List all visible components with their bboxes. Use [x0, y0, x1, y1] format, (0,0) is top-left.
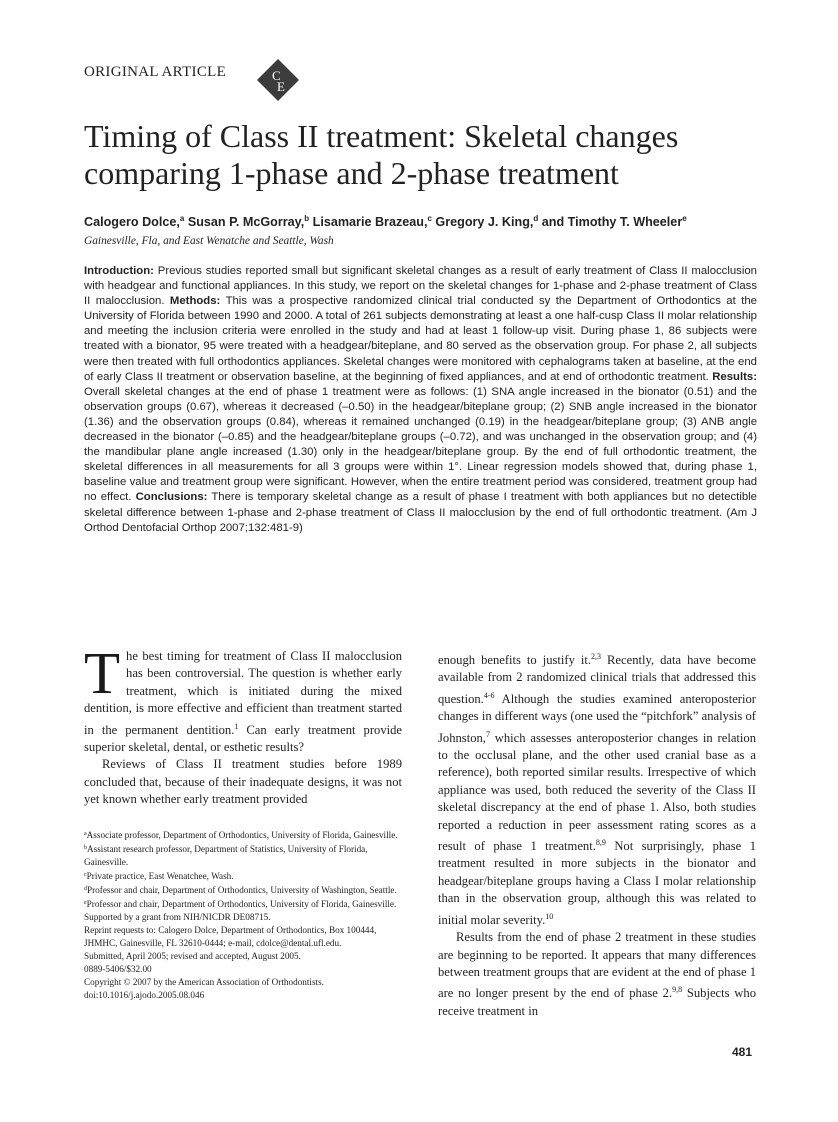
abstract-methods-text: This was a prospective randomized clinical trial conducted sy the Department of Orthodontics at the University of Florida between 1990 and 2000. A total of 261 subjects demonstrating at least a one half-cusp Class II molar relationship and meeting the inclusion criteria were enrolled in the study and had at least 1 follow-up visit. During phase 1, 86 subjects were treated with a bionator, 95 were treated with a headgear/biteplane, and 80 served as the observation group. For phase 2, all subjects were then treated with full orthodontics appliances. Skeletal changes were monitored with cephalograms taken at baseline, at the end of early Class II treatment or observation baseline, at the beginning of fixed appliances, and at end of orthodontic treatment.	[84, 295, 757, 383]
footnote: $^c$Private practice, East Wenatchee, Wash.	[84, 871, 234, 881]
body-paragraph: Results from the end of phase 2 treatment in these studies are beginning to be reported. It appears that many differences between treatment groups that are evident at the end of phase 1 are no longer present by the end of phase 2.$^{9,8}$ Subjects who receive treatment in	[438, 930, 756, 1018]
body-text: Can early treatment provide superior skeletal, dental, or esthetic results?	[84, 722, 403, 755]
citation-ref[interactable]: 9,8	[672, 985, 683, 995]
body-paragraph: enough benefits to justify it.$^{2,3}$ Recently, data have become available from 2 randomized clinical trials that addressed this question.$^{4-6}$ Although the studies examined anteroposterior changes in different ways (one used the “pitchfork” analysis of Johnston,$^7$ which assesses anteroposterior changes in relation to the occlusal plane, and the other used cranial base as a reference), both reported similar results. Irrespective of which appliance was used, both reduced the severity of the Class II skeletal discrepancy at the end of phase 1. Also, both studies reported a reduction in peer assessment rating scores as a result of phase 1 treatment.$^{8,9}$ Not surprisingly, phase 1 treatment resulted in more subjects in the bionator and headgear/biteplane groups having a Class I molar relationship than in the observation group, although this was related to initial molar severity.$^{10}$	[438, 652, 756, 927]
footnote: $^d$Professor and chair, Department of Orthodontics, University of Washington, Seattle.	[84, 885, 397, 895]
badge-letter-c: C	[272, 68, 281, 83]
ce-badge-icon	[256, 58, 300, 102]
abstract-intro-label: Introduction:	[84, 265, 154, 277]
footnote-copyright: Copyright © 2007 by the American Association of Orthodontists.	[84, 977, 324, 987]
abstract	[84, 264, 757, 536]
badge-letter-e: E	[277, 79, 285, 94]
body-left-column	[84, 640, 403, 809]
abstract-conclusions-label: Conclusions:	[135, 491, 208, 504]
citation-ref[interactable]: 4-6	[483, 690, 495, 700]
body-paragraph: Reviews of Class II treatment studies before 1989 concluded that, because of their inadequate designs, it was not yet known whether early treatment provided	[84, 757, 402, 807]
footnote: $^b$Assistant research professor, Department of Statistics, University of Florida, Gainesville.	[84, 844, 368, 867]
citation-ref[interactable]: 7	[485, 729, 490, 739]
author-name: Gregory J. King,	[435, 215, 534, 229]
body-right-column	[438, 648, 756, 1020]
abstract-results-label: Results:	[712, 370, 757, 383]
author-affil-mark: c	[427, 214, 432, 223]
citation-ref[interactable]: 8,9	[595, 838, 606, 848]
footnote-doi[interactable]: doi:10.1016/j.ajodo.2005.08.046	[84, 990, 205, 1000]
article-header	[84, 58, 384, 108]
author-affil-mark: a	[179, 214, 185, 223]
footnote: $^a$Associate professor, Department of Orthodontics, University of Florida, Gainesville.	[84, 830, 398, 840]
citation-ref[interactable]: 10	[545, 911, 554, 921]
author-list	[84, 214, 784, 229]
drop-cap: T	[84, 640, 121, 706]
footnotes	[84, 828, 402, 1002]
page-number: 481	[732, 1045, 753, 1059]
citation-ref[interactable]: 1	[234, 721, 239, 731]
author-name: Lisamarie Brazeau,	[312, 215, 428, 229]
author-affil-mark: b	[304, 214, 310, 223]
author-name: Susan P. McGorray,	[187, 215, 305, 229]
body-paragraph	[84, 640, 403, 756]
body-text: he best timing for treatment of Class II malocclusion has been controversial. The question is whether early treatment, which is initiated during the mixed dentition, is more effective and efficient than treatment started in the permanent dentition.	[84, 649, 402, 737]
author-affil-mark: d	[533, 214, 539, 223]
footnote-reprint: Reprint requests to: Calogero Dolce, Department of Orthodontics, Box 100444, JHMHC, Gainesville, FL 32610-0444; e-mail, cdolce@dental.ufl.edu.	[84, 925, 377, 948]
footnote-issn: 0889-5406/$32.00	[84, 964, 152, 974]
author-name: and Timothy T. Wheeler	[541, 215, 683, 229]
abstract-intro-text: Previous studies reported small but significant skeletal changes as a result of early treatment of Class II malocclusion with headgear and functional appliances. In this study, we report on the skeletal changes for 1-phase and 2-phase treatment of Class II malocclusion.	[84, 265, 757, 308]
section-label: ORIGINAL ARTICLE	[84, 64, 227, 80]
author-affil-mark: e	[682, 214, 687, 223]
footnote-funding: Supported by a grant from NIH/NICDR DE08715.	[84, 912, 271, 922]
abstract-conclusions-text: There is temporary skeletal change as a result of phase I treatment with both appliances but no detectible skeletal difference between 1-phase and 2-phase treatment of Class II malocclusion by the end of full orthodontic treatment. (Am J Orthod Dentofacial Orthop 2007;132:481-9)	[84, 491, 757, 534]
abstract-results-text: Overall skeletal changes at the end of phase 1 treatment were as follows: (1) SNA angle increased in the bionator (0.51) and the observation groups (0.67), whereas it decreased (–0.50) in the headgear/biteplane group; (2) SNB angle increased in the bionator (1.36) and the observation groups (0.84), whereas it remained unchanged (0.19) in the headgear/biteplane group; (3) ANB angle decreased in the bionator (–0.85) and the headgear/biteplane groups (–0.72), and was unchanged in the observation group; and (4) the mandibular plane angle increased (1.30) only in the headgear/biteplane group. By the end of full orthodontic treatment, the skeletal differences in all measurements for all 3 groups were within 1°. Linear regression models showed that, during phase 1, baseline value and treatment group were significant. However, when the entire treatment period was considered, treatment group had no effect.	[84, 385, 757, 504]
author-name: Calogero Dolce,	[84, 215, 180, 229]
abstract-methods-label: Methods:	[169, 295, 221, 308]
author-locations: Gainesville, Fla, and East Wenatche and Seattle, Wash	[84, 235, 334, 247]
article-title: Timing of Class II treatment: Skeletal changes comparing 1-phase and 2-phase treatment	[84, 118, 679, 191]
footnote-dates: Submitted, April 2005; revised and accepted, August 2005.	[84, 951, 301, 961]
citation-ref[interactable]: 2,3	[591, 652, 602, 661]
footnote: $^e$Professor and chair, Department of Orthodontics, University of Florida, Gainesville.	[84, 899, 397, 909]
